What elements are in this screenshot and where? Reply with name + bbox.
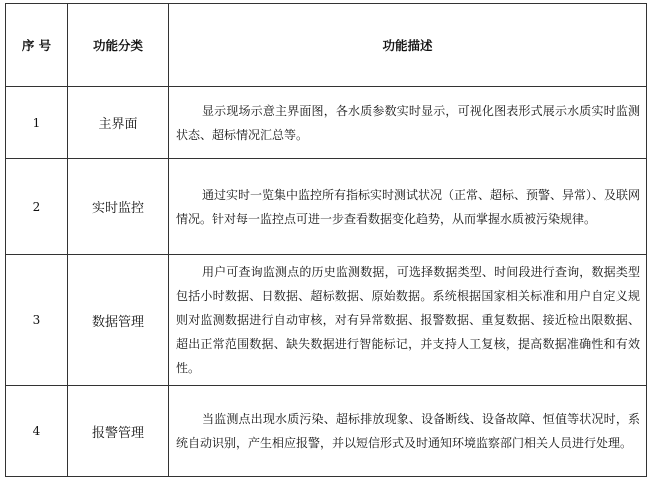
row-description: 通过实时一览集中监控所有指标实时测试状况（正常、超标、预警、异常）、及联网情况。针对每一监控点可进一步查看数据变化趋势，从而掌握水质被污染规律。	[176, 187, 641, 226]
function-table	[5, 3, 647, 477]
row-category: 主界面	[68, 87, 169, 159]
row-description: 当监测点出现水质污染、超标排放现象、设备断线、设备故障、恒值等状况时，系统自动识别，产生相应报警，并以短信形式及时通知环境监察部门相关人员进行处理。	[176, 412, 640, 450]
row-category: 实时监控	[68, 159, 169, 255]
table-row	[6, 255, 647, 386]
row-index: 2	[6, 159, 68, 255]
row-index: 1	[6, 87, 68, 159]
row-description-cell	[169, 386, 647, 477]
row-description: 用户可查询监测点的历史监测数据，可选择数据类型、时间段进行查询，数据类型包括小时数据、日数据、超标数据、原始数据。系统根据国家相关标准和用户自定义规则对监测数据进行自动审核，对有异常数据、报警数据、重复数据、接近检出限数据、超出正常范围数据、缺失数据进行智能标记，并支持人工复核，提高数据准确性和有效性。	[176, 265, 640, 375]
row-index: 4	[6, 386, 68, 477]
row-description: 显示现场示意主界面图，各水质参数实时显示，可视化图表形式展示水质实时监测状态、超标情况汇总等。	[176, 103, 640, 142]
row-description-cell	[169, 159, 647, 255]
table-row	[6, 87, 647, 159]
header-category: 功能分类	[68, 4, 169, 87]
row-description-cell	[169, 255, 647, 386]
row-index: 3	[6, 255, 68, 386]
table-row	[6, 159, 647, 255]
header-index: 序 号	[6, 4, 68, 87]
row-description-cell	[169, 87, 647, 159]
table-row	[6, 386, 647, 477]
row-category: 报警管理	[68, 386, 169, 477]
header-row	[6, 4, 647, 87]
row-category: 数据管理	[68, 255, 169, 386]
header-description: 功能描述	[169, 4, 647, 87]
